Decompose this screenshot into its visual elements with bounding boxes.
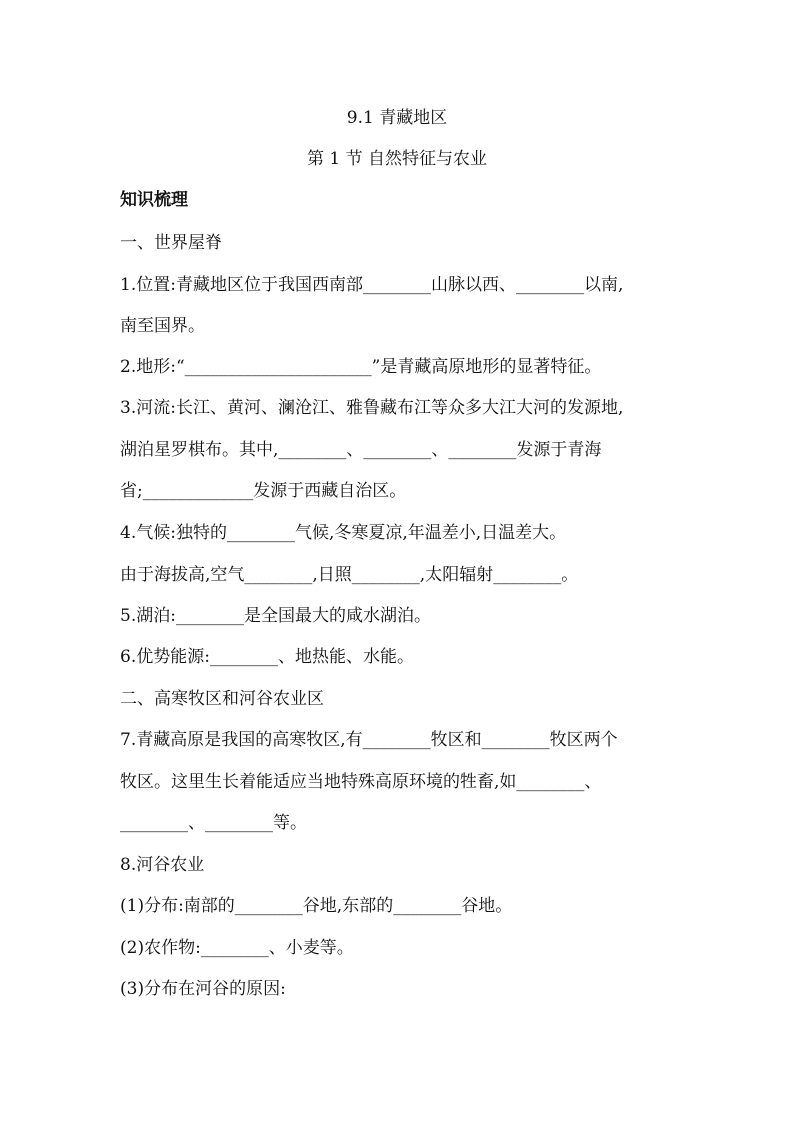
text-line: 7.青藏高原是我国的高寒牧区,有________牧区和________牧区两个 [120, 730, 618, 750]
text-line: 8.河谷农业 [120, 855, 205, 875]
text-line: 一、世界屋脊 [120, 233, 222, 253]
text-line: 湖泊星罗棋布。其中,________、________、________发源于青海 [120, 440, 602, 460]
text-line: 5.湖泊:________是全国最大的咸水湖泊。 [120, 606, 431, 626]
document-subtitle: 第 1 节 自然特征与农业 [306, 149, 488, 169]
text-line: ________、________等。 [120, 813, 307, 833]
text-line: (1)分布:南部的________谷地,东部的________谷地。 [120, 896, 513, 916]
text-line: 省;_____________发源于西藏自治区。 [120, 481, 407, 501]
text-line: 由于海拔高,空气________,日照________,太阳辐射________。 [120, 565, 579, 585]
text-line: (2)农作物:________、小麦等。 [120, 938, 354, 958]
text-line: (3)分布在河谷的原因: [120, 979, 286, 999]
section-heading: 知识梳理 [120, 190, 188, 210]
text-line: 牧区。这里生长着能适应当地特殊高原环境的牲畜,如________、 [120, 772, 602, 792]
text-line: 1.位置:青藏地区位于我国西南部________山脉以西、________以南, [120, 275, 624, 295]
document-title: 9.1 青藏地区 [346, 108, 448, 128]
text-line: 二、高寒牧区和河谷农业区 [120, 689, 324, 709]
text-line: 3.河流:长江、黄河、澜沧江、雅鲁藏布江等众多大江大河的发源地, [120, 398, 624, 418]
text-line: 南至国界。 [120, 316, 205, 336]
text-line: 6.优势能源:________、地热能、水能。 [120, 647, 414, 667]
text-line: 2.地形:“______________________”是青藏高原地形的显著特征。 [120, 357, 602, 377]
text-line: 4.气候:独特的________气候,冬寒夏凉,年温差小,日温差大。 [120, 523, 567, 543]
